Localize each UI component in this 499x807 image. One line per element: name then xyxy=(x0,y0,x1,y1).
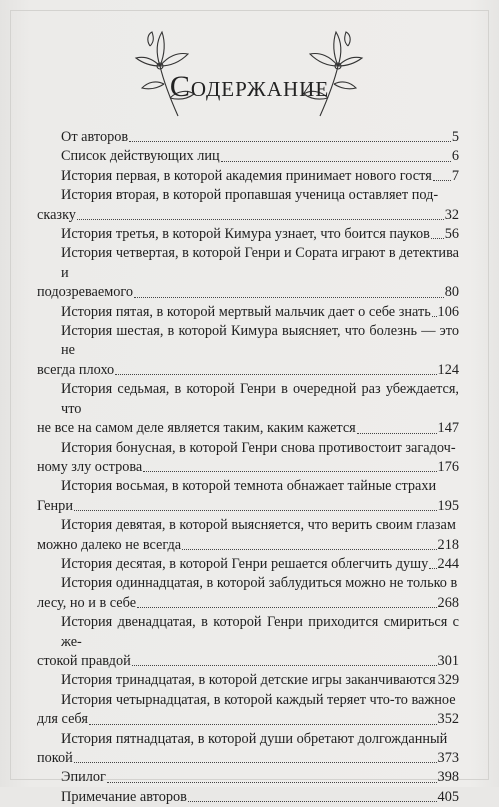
table-of-contents xyxy=(37,128,460,807)
toc-entry-title: не все на самом деле является таким, каким кажется xyxy=(37,420,356,437)
toc-page-number: 352 xyxy=(437,711,459,728)
toc-entry-title: История тринадцатая, в которой детские игры заканчиваются xyxy=(61,672,436,689)
toc-entry[interactable] xyxy=(61,147,459,166)
toc-entry-text-line: История девятая, в которой выясняется, что верить своим глазам xyxy=(61,517,456,534)
dot-leader xyxy=(74,500,437,511)
toc-entry[interactable] xyxy=(61,225,459,244)
toc-page-number: 124 xyxy=(437,361,459,378)
toc-entry[interactable] xyxy=(37,322,459,380)
toc-entry-text-line: История четвертая, в которой Генри и Сората играют в детектива и xyxy=(61,245,459,281)
toc-page-number: 106 xyxy=(437,303,459,320)
toc-entry-title: От авторов xyxy=(61,129,129,145)
dot-leader xyxy=(77,209,444,220)
toc-page-number: 218 xyxy=(437,536,459,553)
toc-entry[interactable] xyxy=(61,555,459,574)
toc-page-number: 329 xyxy=(437,672,460,689)
toc-entry-title: сказку xyxy=(37,206,76,223)
toc-entry-text-line: История пятнадцатая, в которой души обретают долгожданный xyxy=(61,730,448,747)
toc-entry-title: История третья, в которой Кимура узнает, что боится пауков xyxy=(61,226,430,243)
dot-leader xyxy=(115,364,436,375)
toc-page-number: 244 xyxy=(437,555,459,572)
toc-entry-title: лесу, но и в себе xyxy=(37,594,137,611)
toc-entry-title: стокой правдой xyxy=(37,652,131,669)
dot-leader xyxy=(429,558,436,569)
toc-entry[interactable] xyxy=(37,730,459,769)
toc-entry-text-line: История седьмая, в которой Генри в очередной раз убеждается, что xyxy=(61,381,459,417)
toc-entry[interactable] xyxy=(61,768,459,787)
toc-entry[interactable] xyxy=(37,380,459,438)
toc-entry-text-line: История вторая, в которой пропавшая ученица оставляет под- xyxy=(61,187,439,204)
toc-page-number: 32 xyxy=(444,206,459,223)
toc-page-number: 373 xyxy=(437,750,459,766)
toc-page-number: 7 xyxy=(451,167,459,184)
dot-leader xyxy=(107,772,437,783)
page-title: Содержание xyxy=(169,70,330,103)
dot-leader xyxy=(221,151,451,162)
dot-leader xyxy=(432,306,437,317)
dot-leader xyxy=(431,228,444,239)
toc-entry[interactable] xyxy=(61,788,459,807)
toc-entry[interactable] xyxy=(37,691,459,730)
toc-page-number: 147 xyxy=(437,420,459,437)
toc-entry-title: всегда плохо xyxy=(37,361,115,378)
toc-entry-text-line: История двенадцатая, в которой Генри приходится смириться с же- xyxy=(61,614,459,650)
toc-entry-title: можно далеко не всегда xyxy=(37,536,182,553)
toc-entry-title: История пятая, в которой мертвый мальчик дает о себе знать xyxy=(61,303,431,320)
toc-page-number: 56 xyxy=(444,226,459,243)
toc-page-number: 80 xyxy=(444,284,459,301)
dot-leader xyxy=(89,714,437,725)
toc-header xyxy=(0,28,499,128)
toc-entry-title: Эпилог xyxy=(61,769,106,786)
toc-entry-title: ному злу острова xyxy=(37,458,143,475)
toc-entry[interactable] xyxy=(37,439,459,478)
toc-entry-title: Список действующих лиц xyxy=(61,148,220,165)
toc-page-number: 6 xyxy=(451,148,459,165)
toc-page-number: 268 xyxy=(437,594,459,611)
dot-leader xyxy=(433,170,451,181)
dot-leader xyxy=(134,287,444,298)
toc-entry-title: История первая, в которой академия принимает нового гостя xyxy=(61,167,432,184)
toc-entry[interactable] xyxy=(37,244,459,302)
dot-leader xyxy=(357,423,437,434)
toc-page-number: 176 xyxy=(437,458,459,475)
toc-entry-text-line: История бонусная, в которой Генри снова противостоит загадоч- xyxy=(61,439,456,456)
toc-entry-title: История десятая, в которой Генри решается облегчить душу xyxy=(61,555,429,572)
toc-page-number: 405 xyxy=(437,788,459,805)
dot-leader xyxy=(129,131,451,142)
toc-entry[interactable] xyxy=(37,516,459,555)
toc-entry-title: покой xyxy=(37,750,73,766)
toc-entry[interactable] xyxy=(61,671,459,690)
toc-entry[interactable] xyxy=(37,186,459,225)
dot-leader xyxy=(188,791,437,802)
dot-leader xyxy=(137,597,436,608)
toc-page-number: 301 xyxy=(437,652,459,669)
toc-entry-text-line: История шестая, в которой Кимура выясняет, что болезнь — это не xyxy=(61,323,459,359)
toc-entry[interactable] xyxy=(37,613,459,671)
dot-leader xyxy=(143,461,436,472)
dot-leader xyxy=(74,752,437,763)
toc-entry[interactable] xyxy=(61,167,459,186)
toc-page-number: 195 xyxy=(437,497,459,514)
toc-entry-text-line: История восьмая, в которой темнота обнажает тайные страхи xyxy=(61,478,437,495)
toc-entry[interactable] xyxy=(61,128,459,147)
toc-page-number: 398 xyxy=(437,769,459,786)
toc-entry-title: Генри xyxy=(37,497,73,514)
toc-entry-title: Примечание авторов xyxy=(61,788,187,805)
toc-entry-title: для себя xyxy=(37,711,88,728)
toc-entry[interactable] xyxy=(61,303,459,322)
toc-entry-text-line: История одиннадцатая, в которой заблудиться можно не только в xyxy=(61,575,458,592)
toc-entry-title: подозреваемого xyxy=(37,284,134,301)
toc-entry[interactable] xyxy=(37,477,459,516)
toc-page-number: 5 xyxy=(451,129,459,145)
toc-entry[interactable] xyxy=(37,574,459,613)
dot-leader xyxy=(132,655,437,666)
dot-leader xyxy=(182,539,436,550)
toc-entry-text-line: История четырнадцатая, в которой каждый теряет что-то важное xyxy=(61,691,456,708)
